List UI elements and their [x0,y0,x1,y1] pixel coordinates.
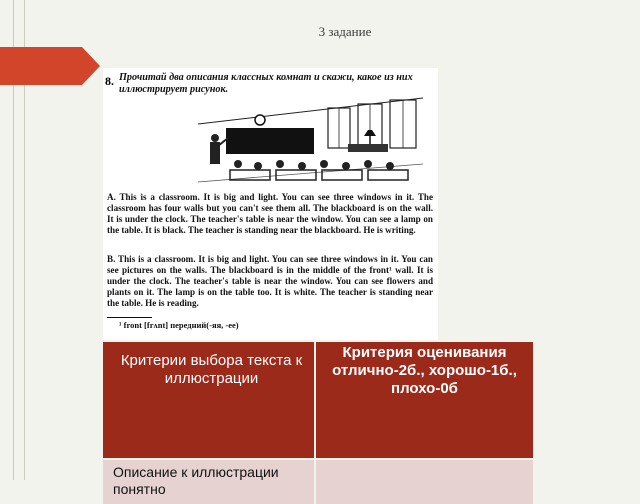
criteria-header-row [103,342,533,459]
slide-title: 3 задание [318,24,372,39]
criteria-row-left: Описание к иллюстрации понятно [103,459,315,504]
criteria-header-right: Критерия оценивания отлично-2б., хорошо-1б., плохо-0б [315,342,533,459]
arrow-tab-decoration [0,47,100,85]
description-a: A. This is a classroom. It is big and light. You can see three windows in it. The classroom has four walls but you can't see them all. The blackboard is on the wall. It is under the clock. The teacher's table is near the window. You can see a lamp on the table. It is black. The teacher is standing near the blackboard. He is writing. [107,192,433,235]
criteria-row [103,459,533,504]
textbook-scan [103,68,438,340]
criteria-header-left: Критерии выбора текста к иллюстрации [103,342,315,459]
footnote-rule [107,317,152,318]
criteria-row-right [315,459,533,504]
classroom-illustration [198,94,423,186]
footnote: ¹ front [frʌnt] передний(-яя, -ее) [119,320,239,330]
exercise-instruction: Прочитай два описания классных комнат и скажи, какое из них иллюстрирует рисунок. [119,72,413,95]
description-b: B. This is a classroom. It is big and light. You can see three windows in it. You can see pictures on the walls. The blackboard is in the middle of the front¹ wall. It is under the clock. The teacher's table is near the window. You can see flowers and plants on it. The lamp is on the table too. It is white. The teacher is standing near the table. He is reading. [107,254,433,308]
exercise-number: 8. [105,74,114,88]
